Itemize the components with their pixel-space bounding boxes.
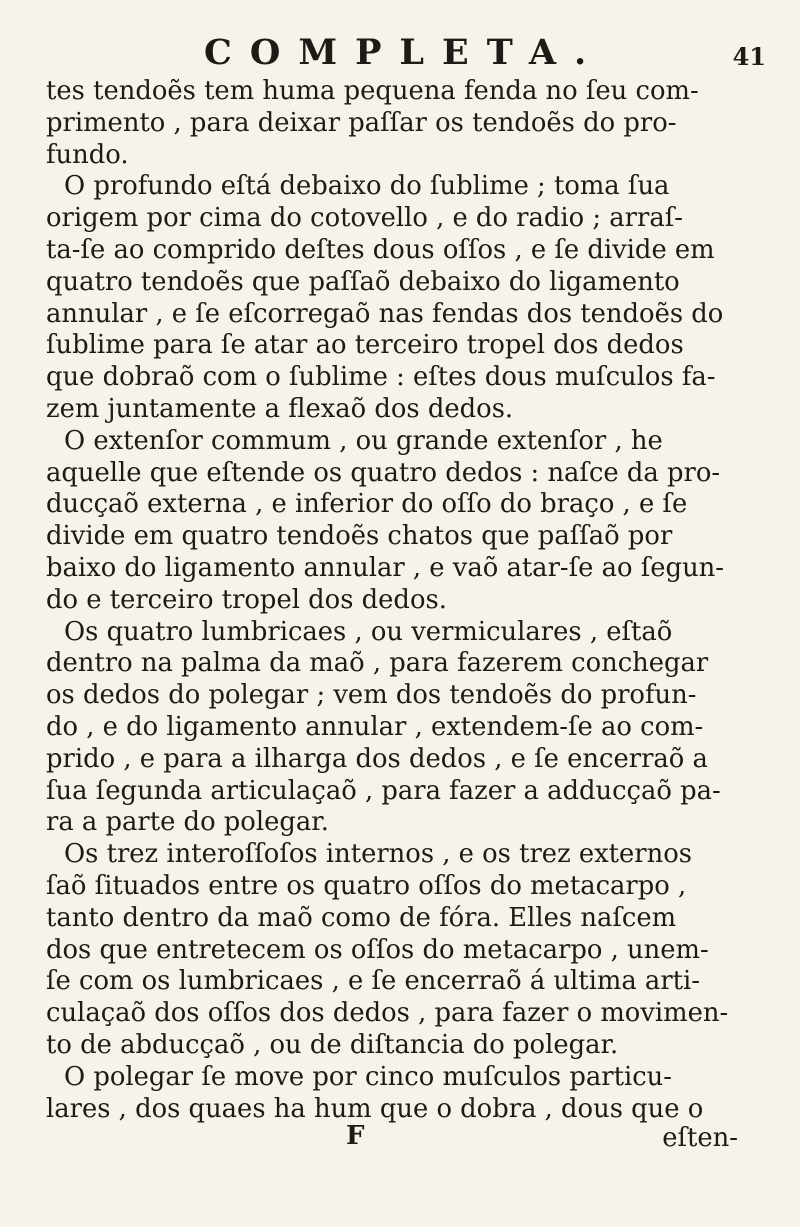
body-text xyxy=(46,76,766,1125)
text-line: aquelle que eſtende os quatro dedos : naſce da pro- xyxy=(46,457,721,488)
text-line: origem por cima do cotovello , e do radio ; arraſ- xyxy=(46,203,683,234)
text-line: ſublime para ſe atar ao terceiro tropel dos dedos xyxy=(46,330,684,361)
text-line: ta-ſe ao comprido deſtes dous oſſos , e ſe divide em xyxy=(46,234,715,265)
text-line: que dobraõ com o ſublime : eſtes dous muſculos fa- xyxy=(46,362,716,393)
paragraph-start-line: Os quatro lumbricaes , ou vermiculares , eſtaõ xyxy=(64,616,673,647)
text-line: ſaõ ſituados entre os quatro oſſos do metacarpo , xyxy=(46,870,687,901)
text-line: tes tendoẽs tem huma pequena fenda no ſeu com- xyxy=(46,76,699,106)
catchword: eſten- xyxy=(662,1123,738,1154)
text-line: tanto dentro da maõ como de fóra. Elles naſcem xyxy=(46,902,677,933)
running-head xyxy=(46,30,766,76)
text-line: zem juntamente a flexaõ dos dedos. xyxy=(46,393,514,424)
paragraph-start-line: O extenſor commum , ou grande extenſor , he xyxy=(64,425,663,456)
paragraph-start-line: O profundo eſtá debaixo do ſublime ; toma ſua xyxy=(64,171,670,202)
text-line: primento , para deixar paſſar os tendoẽs do pro- xyxy=(46,107,677,138)
paragraph-start-line: Os trez interoſſoſos internos , e os trez externos xyxy=(64,839,693,870)
text-line: quatro tendoẽs que paſſaõ debaixo do ligamento xyxy=(46,266,680,297)
paragraph-start-line: O polegar ſe move por cinco muſculos particu- xyxy=(64,1061,672,1092)
text-line: divide em quatro tendoẽs chatos que paſſaõ por xyxy=(46,521,673,552)
page-number: 41 xyxy=(732,42,766,71)
text-line: culaçaõ dos oſſos dos dedos , para fazer o movimen- xyxy=(46,998,729,1029)
text-line: ſe com os lumbricaes , e ſe encerraõ á ultima arti- xyxy=(46,966,700,997)
text-line: to de abducçaõ , ou de diſtancia do polegar. xyxy=(46,1029,619,1060)
signature-mark: F xyxy=(346,1121,365,1152)
text-line: os dedos do polegar ; vem dos tendoẽs do profun- xyxy=(46,680,697,711)
text-line: baixo do ligamento annular , e vaõ atar-ſe ao ſegun- xyxy=(46,552,725,583)
running-title: COMPLETA. xyxy=(204,32,605,73)
page-footer xyxy=(46,1123,766,1157)
text-line: dos que entretecem os oſſos do metacarpo , unem- xyxy=(46,934,709,965)
text-line: annular , e ſe eſcorregaõ nas fendas dos tendoẽs do xyxy=(46,298,724,329)
text-line: prido , e para a ilharga dos dedos , e ſe encerraõ a xyxy=(46,743,708,774)
text-line: fundo. xyxy=(46,139,129,170)
text-line: ſua ſegunda articulaçaõ , para fazer a adducçaõ pa- xyxy=(46,775,721,806)
text-line: do , e do ligamento annular , extendem-ſe ao com- xyxy=(46,711,704,742)
text-line: lares , dos quaes ha hum que o dobra , dous que o xyxy=(46,1093,704,1124)
text-line: ra a parte do polegar. xyxy=(46,807,329,838)
text-line: dentro na palma da maõ , para fazerem conchegar xyxy=(46,648,709,679)
text-line: ducçaõ externa , e inferior do oſſo do braço , e ſe xyxy=(46,489,688,520)
text-line: do e terceiro tropel dos dedos. xyxy=(46,584,447,615)
